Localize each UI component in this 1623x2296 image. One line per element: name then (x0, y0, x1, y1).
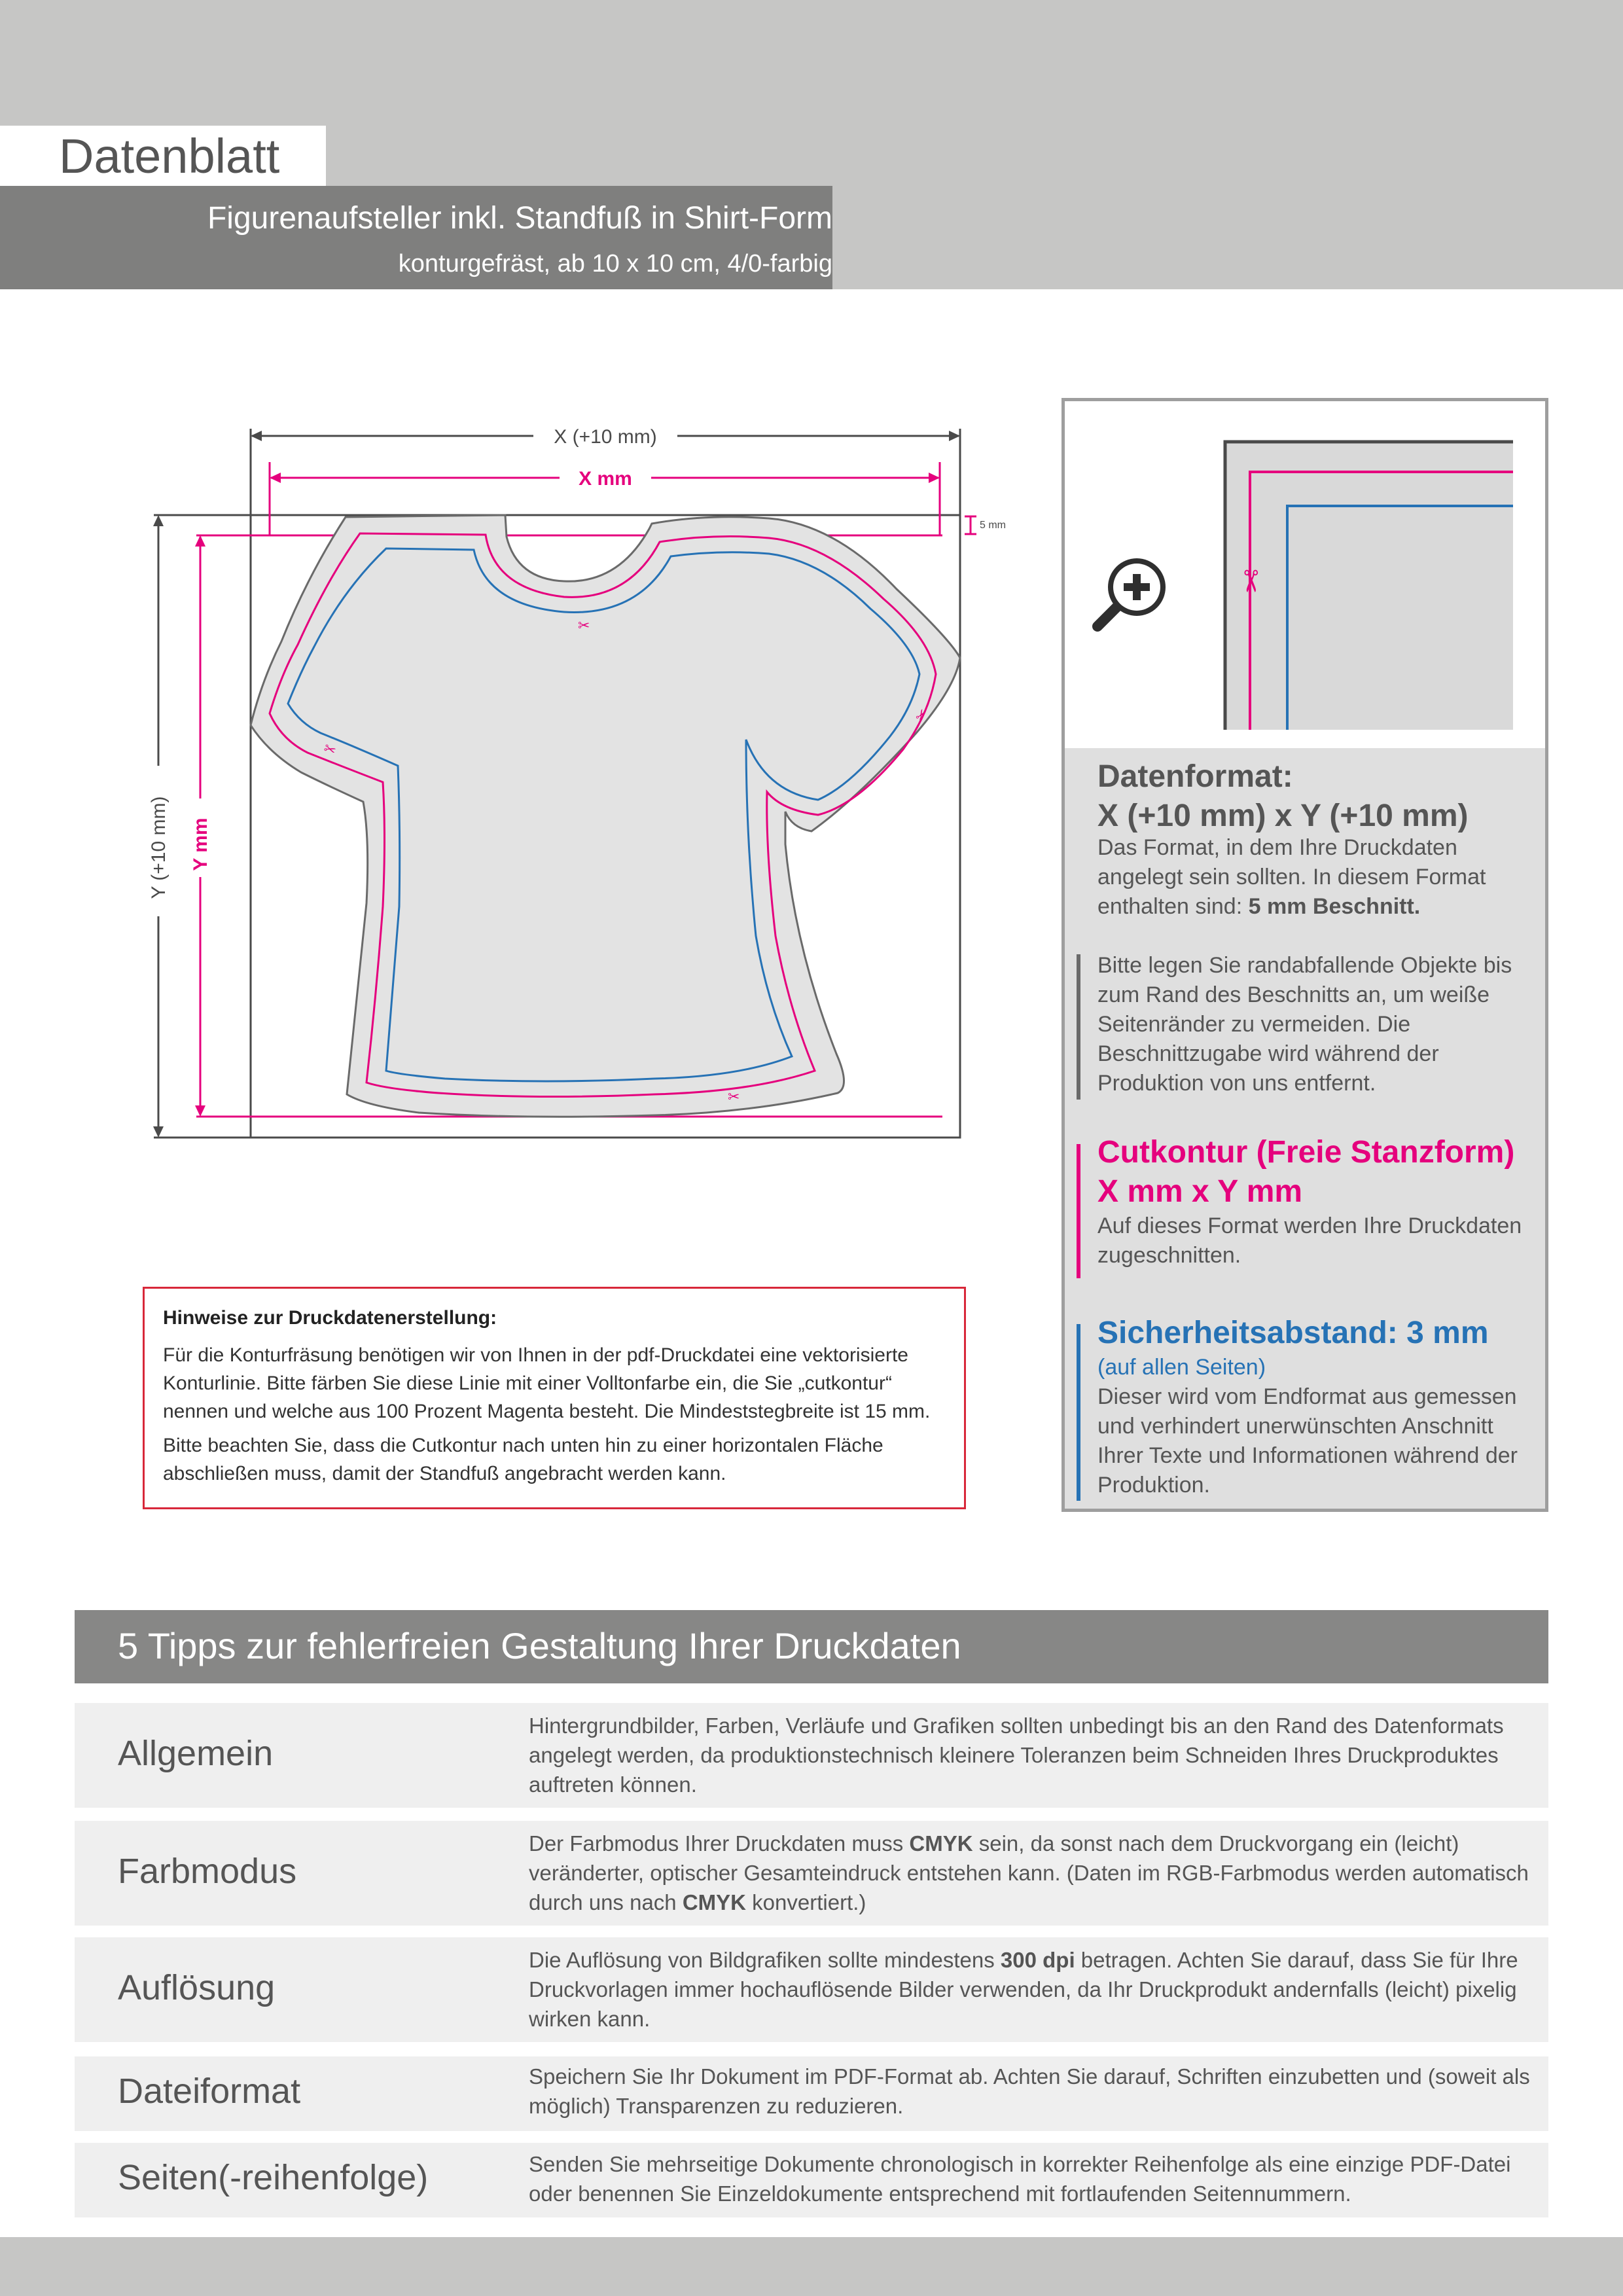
notes-paragraph-2: Bitte beachten Sie, dass die Cutkontur nach unten hin zu einer horizontalen Fläche abschließen muss, damit der Standfuß angebracht werden kann. (163, 1435, 883, 1484)
tip-row-aufloesung (75, 1937, 1548, 2042)
format-info-panel (1061, 398, 1548, 1512)
arrow-head (195, 535, 205, 547)
bleed-note-bar (1077, 954, 1080, 1100)
bleed-label: 5 mm (980, 520, 1006, 531)
arrow-head (949, 431, 960, 441)
product-title: Figurenaufsteller inkl. Standfuß in Shirt-Form (207, 201, 832, 236)
tip-text: Speichern Sie Ihr Dokument im PDF-Format ab. Achten Sie darauf, Schriften einzubetten und (soweit als möglich) Transparenzen zu reduzieren. (529, 2064, 1530, 2118)
safety-text: Dieser wird vom Endformat aus gemessen und verhindert unerwünschten Anschnitt Ihrer Texte und Informationen während der Produktion. (1097, 1384, 1518, 1498)
format-heading: Datenformat: (1097, 759, 1293, 794)
shirt-bleed-shape (251, 515, 960, 1117)
arrow-head (153, 515, 164, 526)
x-outer-label: X (+10 mm) (554, 426, 657, 448)
y-inner-label: Y mm (190, 817, 211, 871)
arrow-head (251, 431, 262, 441)
tip-row-allgemein (75, 1703, 1548, 1808)
cut-contour-bar (1077, 1144, 1080, 1278)
tip-text: Der Farbmodus Ihrer Druckdaten muss CMYK sein, da sonst nach dem Druckvorgang ein (leicht) veränderter, optischer Gesamteindruck entstehen kann. (Daten im RGB-Farbmodus werden automatisch durch uns nach CMYK konvertiert.) (529, 1831, 1529, 1914)
page-title: Datenblatt (59, 129, 280, 183)
tip-row-seiten (75, 2143, 1548, 2217)
tip-text: Die Auflösung von Bildgrafiken sollte mindestens 300 dpi betragen. Achten Sie darauf, dass Sie für Ihre Druckvorlagen immer hochauflösende Bilder verwenden, da Ihr Druckprodukt andernfalls (leicht) pixelig wirken kann. (529, 1948, 1518, 2031)
x-inner-label: X mm (579, 468, 632, 490)
notes-paragraph-1: Für die Konturfräsung benötigen wir von Ihnen in der pdf-Druckdatei eine vektorisierte Konturlinie. Bitte färben Sie diese Linie mit einer Volltonfarbe ein, die Sie „cutkontur“ nennen und welche aus 100 Prozent Magenta besteht. Die Mindeststegbreite ist 15 mm. (163, 1344, 931, 1422)
zoom-detail (1065, 401, 1545, 748)
arrow-head (270, 473, 281, 483)
safety-subheading: (auf allen Seiten) (1097, 1355, 1266, 1380)
footer-band (0, 2237, 1623, 2296)
safety-heading: Sicherheitsabstand: 3 mm (1097, 1316, 1489, 1350)
corner-detail-graphic (1065, 401, 1545, 748)
safety-bar (1077, 1324, 1080, 1501)
tip-label: Allgemein (118, 1734, 274, 1773)
tip-text: Hintergrundbilder, Farben, Verläufe und Grafiken sollten unbedingt bis an den Rand des Datenformats angelegt werden, da produktionstechnisch kleinere Toleranzen beim Schneiden Ihres Druckproduktes auftreten können. (529, 1713, 1504, 1797)
cut-contour-dimensions: X mm x Y mm (1097, 1174, 1303, 1209)
scissors-icon: ✂ (912, 706, 933, 725)
tips-header (75, 1610, 1548, 1683)
tip-label: Auflösung (118, 1968, 276, 2007)
format-dimensions: X (+10 mm) x Y (+10 mm) (1097, 798, 1469, 833)
arrow-head (195, 1105, 205, 1117)
tip-label: Seiten(-reihenfolge) (118, 2158, 429, 2197)
arrow-head (153, 1126, 164, 1138)
tips-title: 5 Tipps zur fehlerfreien Gestaltung Ihrer Druckdaten (118, 1625, 961, 1666)
y-outer-label: Y (+10 mm) (148, 796, 169, 899)
tip-row-dateiformat (75, 2056, 1548, 2131)
product-detail: konturgefräst, ab 10 x 10 cm, 4/0-farbig (398, 250, 832, 278)
magnify-plus-icon (1097, 558, 1166, 626)
tip-label: Farbmodus (118, 1852, 297, 1891)
bleed-note: Bitte legen Sie randabfallende Objekte bis zum Rand des Beschnitts an, um weiße Seitenränder zu vermeiden. Die Beschnittzugabe wird während der Produktion von uns entfernt. (1097, 953, 1512, 1096)
format-description: Das Format, in dem Ihre Druckdaten angelegt sein sollten. In diesem Format enthalten sind: 5 mm Beschnitt. (1097, 835, 1486, 919)
cut-contour-text: Auf dieses Format werden Ihre Druckdaten zugeschnitten. (1097, 1213, 1522, 1268)
print-notes-box (143, 1287, 966, 1509)
scissors-icon: ✂ (1233, 568, 1268, 594)
shirt-format-diagram (118, 412, 1034, 1152)
cut-contour-heading: Cutkontur (Freie Stanzform) (1097, 1135, 1515, 1170)
tip-text: Senden Sie mehrseitige Dokumente chronologisch in korrekter Reihenfolge als eine einzige PDF-Datei oder benennen Sie Einzeldokumente entsprechend mit fortlaufenden Seitennummern. (529, 2152, 1511, 2206)
scissors-icon: ✂ (321, 740, 338, 760)
arrow-head (929, 473, 940, 483)
scissors-icon: ✂ (578, 618, 590, 634)
notes-title: Hinweise zur Druckdatenerstellung: (163, 1307, 497, 1329)
scissors-icon: ✂ (728, 1089, 740, 1105)
tip-row-farbmodus (75, 1821, 1548, 1926)
tip-label: Dateiformat (118, 2072, 301, 2111)
